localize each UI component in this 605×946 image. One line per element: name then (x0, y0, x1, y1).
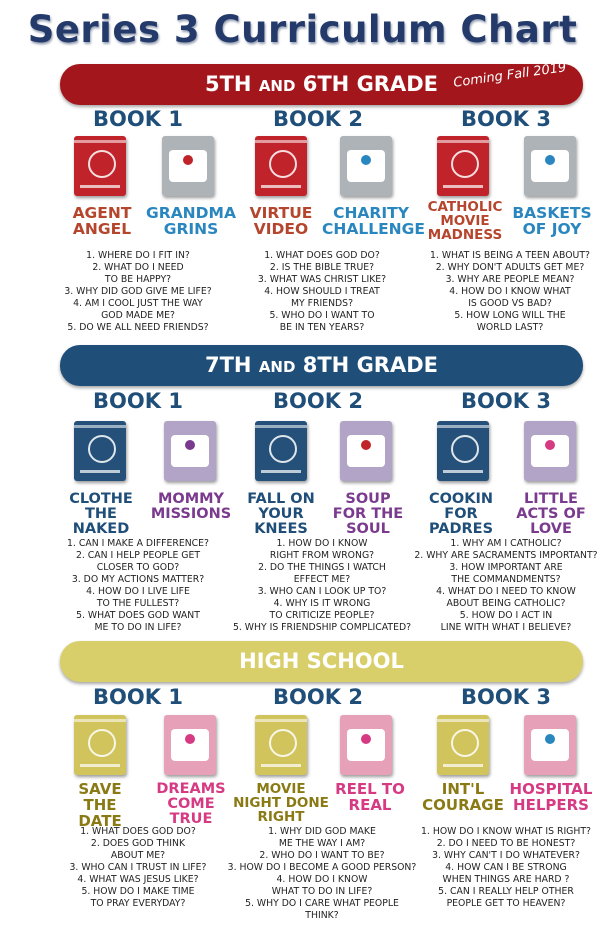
book-cover-virtue-video (255, 136, 307, 196)
lesson-mommy-missions: MOMMY MISSIONS (150, 491, 232, 523)
question-line: WORLD LAST? (476, 322, 544, 333)
question-line: 5. HOW DO I ACT IN (459, 610, 553, 621)
question-line: 1. WHY AM I CATHOLIC? (450, 538, 562, 549)
book-2-header: BOOK 2 (273, 107, 363, 131)
book-2-header: BOOK 2 (273, 389, 363, 413)
lesson-clothe-the-naked: CLOTHE THE NAKED (69, 491, 133, 538)
book-cover-charity-challenge (340, 136, 392, 196)
book-1-header: BOOK 1 (93, 389, 183, 413)
question-line: 3. WHAT WAS CHRIST LIKE? (257, 274, 387, 285)
question-line: WHEN THINGS ARE HARD ? (442, 874, 570, 885)
lesson-dreams-come-true: DREAMS COME TRUE (156, 781, 226, 828)
question-line: 4. WHY IS IT WRONG (273, 598, 371, 609)
question-line: 4. HOW DO I KNOW WHAT (449, 286, 571, 297)
question-line: 4. AM I COOL JUST THE WAY (73, 298, 203, 309)
question-line: THE COMMANDMENTS? (451, 574, 561, 585)
book-cover-clothe-the-naked (74, 421, 126, 481)
question-line: 2. DO I NEED TO BE HONEST? (436, 838, 576, 849)
book-cover-mommy-missions (164, 421, 216, 481)
question-line: 1. CAN I MAKE A DIFFERENCE? (67, 538, 209, 549)
question-line: 4. WHAT DO I NEED TO KNOW (436, 586, 576, 597)
question-list-hs-book-3 (411, 826, 601, 910)
lesson-charity-challenge: CHARITY CHALLENGE (322, 204, 425, 239)
question-line: 3. WHO CAN I TRUST IN LIFE? (69, 862, 207, 873)
grade-band-5-6 (60, 60, 583, 105)
question-line: TO CRITICIZE PEOPLE? (269, 610, 375, 621)
question-line: 1. HOW DO I KNOW (276, 538, 368, 549)
book-cover-fall-on-your-knees (255, 421, 307, 481)
book-1-header: BOOK 1 (93, 685, 183, 709)
book-3-header: BOOK 3 (461, 685, 551, 709)
question-line: 3. HOW DO I BECOME A GOOD PERSON? (227, 862, 417, 873)
question-list-hs-book-2 (227, 826, 417, 922)
question-line: 5. WHY DO I CARE WHAT PEOPLE THINK? (245, 898, 399, 921)
question-line: 1. WHY DID GOD MAKE (268, 826, 376, 837)
band-grade-end: 8TH GRADE (302, 353, 439, 377)
question-line: 3. DO MY ACTIONS MATTER? (71, 574, 205, 585)
question-line: CLOSER TO GOD? (96, 562, 180, 573)
question-list-7-8-book-3 (411, 538, 601, 634)
question-line: EFFECT ME? (293, 574, 351, 585)
question-line: 5. HOW LONG WILL THE (454, 310, 566, 321)
page-title: Series 3 Curriculum Chart (27, 8, 578, 51)
question-line: 1. WHAT DOES GOD DO? (264, 250, 380, 261)
question-line: 2. IS THE BIBLE TRUE? (269, 262, 375, 273)
question-line: ABOUT ME? (110, 850, 166, 861)
lesson-baskets-of-joy: BASKETS OF JOY (512, 204, 592, 239)
book-1-header: BOOK 1 (93, 107, 183, 131)
lesson-soup-for-the-soul: SOUP FOR THE SOUL (332, 491, 404, 538)
question-line: 2. WHY DON'T ADULTS GET ME? (435, 262, 585, 273)
question-line: 2. WHY ARE SACRAMENTS IMPORTANT? (414, 550, 598, 561)
book-2-header: BOOK 2 (273, 685, 363, 709)
lesson-save-the-date: SAVE THE DATE (78, 780, 122, 830)
band-grade-end: 6TH GRADE (302, 72, 439, 96)
question-line: 3. WHO CAN I LOOK UP TO? (257, 586, 387, 597)
question-line: WHAT TO DO IN LIFE? (271, 886, 373, 897)
lesson-hospital-helpers: HOSPITAL HELPERS (509, 780, 593, 814)
lesson-catholic-movie-madness: CATHOLIC MOVIE MADNESS (427, 199, 503, 244)
grade-band-high-school (60, 641, 583, 682)
question-line: 4. HOW DO I KNOW (276, 874, 368, 885)
lesson-grandma-grins: GRANDMA GRINS (146, 204, 236, 239)
book-3-header: BOOK 3 (461, 389, 551, 413)
lesson-movie-night-done-right: MOVIE NIGHT DONE RIGHT (233, 781, 329, 826)
question-line: 3. WHY CAN'T I DO WHATEVER? (432, 850, 580, 861)
book-cover-cookin-for-padres (437, 421, 489, 481)
question-line: ME THE WAY I AM? (278, 838, 366, 849)
band-grade: HIGH SCHOOL (239, 649, 404, 673)
question-line: MY FRIENDS? (290, 298, 354, 309)
question-line: 5. WHY IS FRIENDSHIP COMPLICATED? (232, 622, 412, 633)
question-line: GOD MADE ME? (101, 310, 175, 321)
band-and: AND (258, 358, 296, 376)
question-line: 3. WHY DID GOD GIVE ME LIFE? (64, 286, 212, 297)
book-cover-movie-night-done-right (255, 715, 307, 775)
band-and: AND (258, 77, 296, 95)
band-grade-start: 7TH (204, 353, 252, 377)
question-line: 3. WHY ARE PEOPLE MEAN? (445, 274, 575, 285)
question-line: ME TO DO IN LIFE? (94, 622, 182, 633)
question-list-5-6-book-3 (415, 250, 605, 334)
question-line: 2. WHO DO I WANT TO BE? (259, 850, 385, 861)
book-cover-baskets-of-joy (524, 136, 576, 196)
question-line: 1. WHAT IS BEING A TEEN ABOUT? (430, 250, 590, 261)
question-line: 5. DO WE ALL NEED FRIENDS? (67, 322, 209, 333)
book-cover-dreams-come-true (164, 715, 216, 775)
lesson-virtue-video: VIRTUE VIDEO (249, 204, 313, 239)
question-line: 1. WHAT DOES GOD DO? (80, 826, 196, 837)
question-line: PEOPLE GET TO HEAVEN? (446, 898, 566, 909)
question-line: 2. CAN I HELP PEOPLE GET (75, 550, 201, 561)
lesson-little-acts-of-love: LITTLE ACTS OF LOVE (516, 491, 586, 538)
question-line: TO BE HAPPY? (104, 274, 172, 285)
book-cover-intl-courage (437, 715, 489, 775)
book-cover-grandma-grins (162, 136, 214, 196)
question-line: 4. HOW CAN I BE STRONG (445, 862, 567, 873)
question-list-hs-book-1 (43, 826, 233, 910)
question-line: 4. HOW DO I LIVE LIFE (86, 586, 190, 597)
question-line: 2. WHAT DO I NEED (92, 262, 184, 273)
question-line: 4. WHAT WAS JESUS LIKE? (77, 874, 199, 885)
question-line: 5. WHO DO I WANT TO (269, 310, 375, 321)
grade-band-7-8 (60, 345, 583, 386)
lesson-agent-angel: AGENT ANGEL (72, 204, 132, 239)
question-list-5-6-book-2 (227, 250, 417, 334)
book-cover-save-the-date (74, 715, 126, 775)
question-line: RIGHT FROM WRONG? (269, 550, 375, 561)
question-line: LINE WITH WHAT I BELIEVE? (440, 622, 572, 633)
question-line: 1. WHERE DO I FIT IN? (86, 250, 190, 261)
question-line: 1. HOW DO I KNOW WHAT IS RIGHT? (421, 826, 591, 837)
question-line: 2. DOES GOD THINK (90, 838, 186, 849)
book-cover-agent-angel (74, 136, 126, 196)
band-grade-start: 5TH (204, 72, 252, 96)
question-line: BE IN TEN YEARS? (279, 322, 365, 333)
question-list-5-6-book-1 (43, 250, 233, 334)
question-line: 5. WHAT DOES GOD WANT (76, 610, 200, 621)
book-cover-catholic-movie-madness (437, 136, 489, 196)
book-cover-little-acts-of-love (524, 421, 576, 481)
question-line: TO PRAY EVERYDAY? (90, 898, 186, 909)
question-line: TO THE FULLEST? (96, 598, 180, 609)
book-3-header: BOOK 3 (461, 107, 551, 131)
question-line: ABOUT BEING CATHOLIC? (446, 598, 566, 609)
book-cover-hospital-helpers (524, 715, 576, 775)
lesson-reel-to-real: REEL TO REAL (335, 780, 405, 814)
book-cover-reel-to-real (340, 715, 392, 775)
question-line: IS GOOD VS BAD? (468, 298, 552, 309)
question-list-7-8-book-2 (227, 538, 417, 634)
lesson-cookin-for-padres: COOKIN FOR PADRES (428, 491, 494, 538)
lesson-intl-courage: INT'L COURAGE (422, 780, 504, 814)
question-list-7-8-book-1 (43, 538, 233, 634)
question-line: 4. HOW SHOULD I TREAT (264, 286, 380, 297)
question-line: 2. DO THE THINGS I WATCH (258, 562, 386, 573)
question-line: 5. HOW DO I MAKE TIME (81, 886, 195, 897)
coming-soon-label: Coming Fall 2019 (452, 60, 568, 91)
book-cover-soup-for-the-soul (340, 421, 392, 481)
question-line: 5. CAN I REALLY HELP OTHER (438, 886, 574, 897)
question-line: 3. HOW IMPORTANT ARE (449, 562, 563, 573)
lesson-fall-on-your-knees: FALL ON YOUR KNEES (247, 491, 315, 538)
